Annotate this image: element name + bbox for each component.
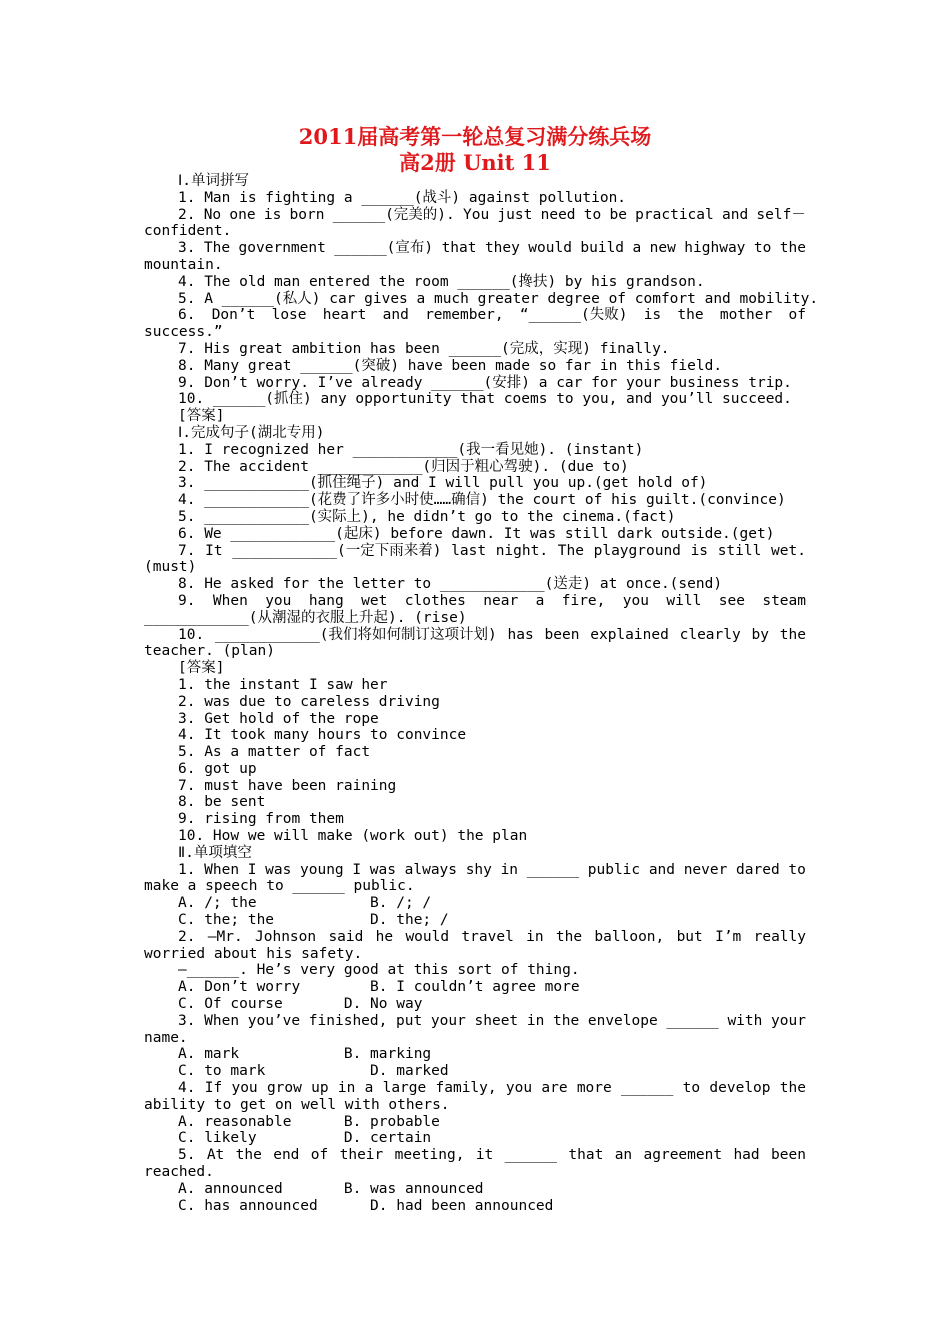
- word: the: [555, 928, 583, 945]
- text-line: 6. got up: [178, 760, 257, 777]
- text-line: A. announced B. was announced: [178, 1180, 484, 1197]
- word: 3.: [178, 240, 196, 257]
- word: one: [229, 206, 256, 223]
- word: young: [300, 861, 344, 878]
- text-line: 1. Man is fighting a ______(战斗) against pollution.: [178, 189, 627, 206]
- text-line: [144, 1147, 806, 1164]
- word: be: [609, 206, 627, 223]
- text-line: 5. A ______(私人) car gives a much greater degree of comfort and mobility.: [178, 290, 819, 307]
- text-line: reached.: [144, 1164, 214, 1181]
- word: ______: [621, 1080, 674, 1097]
- word: to: [583, 206, 602, 223]
- text-line: name.: [144, 1029, 188, 1046]
- word: ______: [526, 861, 580, 878]
- word: Don’t: [211, 307, 256, 324]
- text-line: 2. The accident ____________(归因于粗心驾驶). (due to): [178, 458, 629, 475]
- word: ____________(一定下雨来着): [232, 542, 442, 559]
- word: he: [375, 928, 394, 945]
- text-line: 1. I recognized her ____________(我一看见她). (instant): [178, 441, 644, 458]
- word: in: [526, 1012, 545, 1029]
- word: heart: [322, 307, 367, 324]
- word: been: [771, 1147, 806, 1164]
- document-subtitle: 高2册 Unit 11: [399, 150, 551, 175]
- word: in: [337, 1080, 356, 1097]
- word: ______: [504, 1147, 558, 1164]
- word: mother: [719, 307, 773, 324]
- text-line: ability to get on well with others.: [144, 1096, 450, 1113]
- text-line: C. the; the D. the; /: [178, 912, 449, 929]
- word: When: [212, 592, 248, 609]
- word: born: [289, 206, 325, 223]
- word: they: [484, 240, 520, 257]
- word: finished,: [308, 1012, 388, 1029]
- word: still: [717, 542, 762, 559]
- word: to: [753, 240, 772, 257]
- text-line: 7. must have been raining: [178, 777, 397, 794]
- word: remember,: [425, 307, 504, 324]
- word: ______(完美的).: [332, 206, 455, 223]
- word: the: [779, 626, 806, 643]
- word: your: [430, 1012, 466, 1029]
- text-line: [答案]: [178, 408, 225, 425]
- text-line: Ⅱ.单项填空: [178, 844, 252, 861]
- text-line: teacher. (plan): [144, 643, 275, 660]
- text-line: make a speech to ______ public.: [144, 878, 415, 895]
- word: up: [311, 1080, 329, 1097]
- text-line: A. reasonable B. probable: [178, 1113, 440, 1130]
- word: —Mr.: [207, 928, 243, 945]
- word: 2.: [178, 206, 196, 223]
- text-line: A. Don’t worry B. I couldn’t agree more: [178, 979, 580, 996]
- word: is: [690, 542, 709, 559]
- word: practical: [635, 206, 714, 223]
- word: large: [382, 1080, 427, 1097]
- word: fire,: [561, 592, 606, 609]
- word: really: [753, 928, 806, 945]
- text-line: 4. The old man entered the room ______(搀扶) by his grandson.: [178, 273, 705, 290]
- word: I: [247, 861, 257, 878]
- word: by: [751, 626, 769, 643]
- word: meeting,: [394, 1147, 465, 1164]
- word: that: [441, 240, 477, 257]
- word: 2.: [178, 928, 196, 945]
- word: government: [238, 240, 326, 257]
- word: your: [771, 1012, 806, 1029]
- text-line: [144, 543, 806, 560]
- text-line: 7. His great ambition has been ______(完成，实现) finally.: [178, 340, 670, 357]
- word: in: [500, 861, 519, 878]
- text-line: [144, 307, 806, 324]
- word: it: [475, 1147, 494, 1164]
- text-line: worried about his safety.: [144, 945, 363, 962]
- text-line: C. Of course D. No way: [178, 996, 423, 1013]
- word: I’m: [715, 928, 742, 945]
- word: family,: [435, 1080, 497, 1097]
- word: highway: [684, 240, 746, 257]
- word: lose: [271, 307, 307, 324]
- word: a: [632, 240, 642, 257]
- word: At: [206, 1147, 225, 1164]
- word: end: [273, 1147, 300, 1164]
- word: travel: [461, 928, 514, 945]
- word: has: [507, 626, 534, 643]
- word: is: [263, 206, 282, 223]
- word: ______: [666, 1012, 719, 1029]
- word: last: [451, 542, 487, 559]
- text-line: A. /; the B. /; /: [178, 895, 432, 912]
- word: just: [497, 206, 533, 223]
- text-line: ____________(从潮湿的衣服上升起). (rise): [144, 609, 467, 626]
- word: playground: [593, 542, 681, 559]
- word: would: [405, 928, 450, 945]
- word: put: [396, 1012, 423, 1029]
- word: 10.: [178, 626, 205, 643]
- text-line: 3. ____________(抓住绳子) and I will pull you up.(get hold of): [178, 475, 708, 492]
- word: see: [718, 592, 745, 609]
- text-line: [答案]: [178, 660, 225, 677]
- text-line: 4. ____________(花费了许多小时使……确信) the court of his guilt.(convince): [178, 492, 786, 509]
- text-line: [144, 1080, 806, 1097]
- word: self－: [756, 206, 806, 223]
- word: explained: [590, 626, 669, 643]
- word: the: [779, 240, 806, 257]
- word: but: [676, 928, 703, 945]
- word: 4.: [178, 1080, 196, 1097]
- word: been: [544, 626, 580, 643]
- text-line: mountain.: [144, 256, 223, 273]
- word: dared: [736, 861, 780, 878]
- word: envelope: [587, 1012, 658, 1029]
- text-line: C. likely D. certain: [178, 1130, 432, 1147]
- word: was: [369, 861, 396, 878]
- word: you: [231, 1080, 258, 1097]
- word: never: [683, 861, 728, 878]
- word: new: [649, 240, 676, 257]
- word: of: [310, 1147, 329, 1164]
- text-line: [144, 862, 806, 879]
- word: in: [526, 928, 544, 945]
- word: grow: [266, 1080, 302, 1097]
- word: to: [682, 1080, 701, 1097]
- word: clearly: [679, 626, 741, 643]
- text-line: [144, 1013, 806, 1030]
- word: to: [788, 861, 806, 878]
- text-line: Ⅰ.完成句子(湖北专用): [178, 424, 325, 441]
- word: The: [203, 240, 231, 257]
- text-line: [144, 929, 806, 946]
- text-line: 5. As a matter of fact: [178, 744, 371, 761]
- word: the: [552, 1012, 580, 1029]
- word: sheet: [474, 1012, 519, 1029]
- text-line: C. has announced D. had been announced: [178, 1197, 554, 1214]
- word: No: [203, 206, 222, 223]
- word: you: [505, 1080, 533, 1097]
- word: the: [235, 1147, 262, 1164]
- word: ____________(我们将如何制订这项计划): [215, 626, 497, 643]
- word: public: [587, 861, 641, 878]
- word: ______(宣布): [334, 240, 434, 257]
- word: need: [540, 206, 576, 223]
- text-line: [144, 627, 806, 644]
- word: 9.: [178, 592, 196, 609]
- word: would: [528, 240, 572, 257]
- word: 3.: [178, 1012, 196, 1029]
- word: near: [483, 592, 519, 609]
- text-line: —______. He’s very good at this sort of thing.: [178, 962, 580, 979]
- word: hang: [308, 592, 344, 609]
- word: more: [576, 1080, 612, 1097]
- text-line: 5. ____________(实际上), he didn’t go to the cinema.(fact): [178, 508, 676, 525]
- word: of: [788, 307, 806, 324]
- word: that: [568, 1147, 604, 1164]
- text-line: 10. How we will make (work out) the plan: [178, 828, 528, 845]
- word: build: [580, 240, 625, 257]
- word: wet.: [771, 542, 806, 559]
- text-line: A. mark B. marking: [178, 1046, 432, 1063]
- word: will: [666, 592, 702, 609]
- text-line: 3. Get hold of the rope: [178, 710, 379, 727]
- word: agreement: [643, 1147, 723, 1164]
- text-line: 6. We ____________(起床) before dawn. It was still dark outside.(get): [178, 525, 775, 542]
- word: When: [204, 861, 240, 878]
- word: had: [733, 1147, 760, 1164]
- word: always: [404, 861, 458, 878]
- word: said: [328, 928, 364, 945]
- word: You: [463, 206, 490, 223]
- text-line: Ⅰ.单词拼写: [178, 173, 250, 189]
- text-line: [144, 593, 806, 610]
- word: the: [677, 307, 704, 324]
- text-line: 10. ______(抓住) any opportunity that coems to you, and you’ll succeed.: [178, 391, 792, 408]
- word: a: [535, 592, 545, 609]
- word: night.: [495, 542, 549, 559]
- text-line: C. to mark D. marked: [178, 1063, 449, 1080]
- word: was: [265, 861, 292, 878]
- word: 5.: [178, 1147, 196, 1164]
- word: you: [622, 592, 649, 609]
- document-body: [144, 173, 819, 1214]
- text-line: 2. was due to careless driving: [178, 693, 440, 710]
- text-line: success.”: [144, 324, 223, 341]
- word: you’ve: [247, 1012, 301, 1029]
- word: 7.: [178, 542, 196, 559]
- text-line: confident.: [144, 223, 232, 240]
- word: a: [364, 1080, 374, 1097]
- text-line: (must): [144, 559, 197, 576]
- word: If: [204, 1080, 223, 1097]
- word: and: [648, 861, 676, 878]
- word: shy: [465, 861, 492, 878]
- word: wet: [361, 592, 388, 609]
- word: It: [205, 542, 223, 559]
- word: are: [541, 1080, 568, 1097]
- word: clothes: [404, 592, 466, 609]
- word: and: [721, 206, 749, 223]
- word: 1.: [178, 861, 196, 878]
- word: “______(失败): [519, 307, 628, 324]
- word: is: [643, 307, 662, 324]
- text-line: 4. It took many hours to convince: [178, 727, 467, 744]
- text-line: 8. be sent: [178, 794, 266, 811]
- word: balloon,: [594, 928, 665, 945]
- word: an: [614, 1147, 633, 1164]
- word: 6.: [178, 307, 196, 324]
- word: with: [727, 1012, 763, 1029]
- word: develop: [709, 1080, 771, 1097]
- text-line: 1. the instant I saw her: [178, 676, 388, 693]
- text-line: [144, 240, 806, 257]
- word: When: [204, 1012, 240, 1029]
- document-title: 2011届高考第一轮总复习满分练兵场: [298, 124, 652, 149]
- word: and: [382, 307, 409, 324]
- word: steam: [762, 592, 806, 609]
- text-line: 8. Many great ______(突破) have been made so far in this field.: [178, 357, 723, 374]
- text-line: 9. Don’t worry. I’ve already ______(安排) a car for your business trip.: [178, 374, 792, 391]
- word: you: [265, 592, 292, 609]
- text-line: 8. He asked for the letter to ____________(送走) at once.(send): [178, 576, 723, 593]
- word: The: [557, 542, 584, 559]
- word: the: [779, 1080, 806, 1097]
- text-line: 9. rising from them: [178, 811, 344, 828]
- text-line: [144, 207, 806, 224]
- word: I: [352, 861, 362, 878]
- word: their: [339, 1147, 384, 1164]
- word: Johnson: [255, 928, 317, 945]
